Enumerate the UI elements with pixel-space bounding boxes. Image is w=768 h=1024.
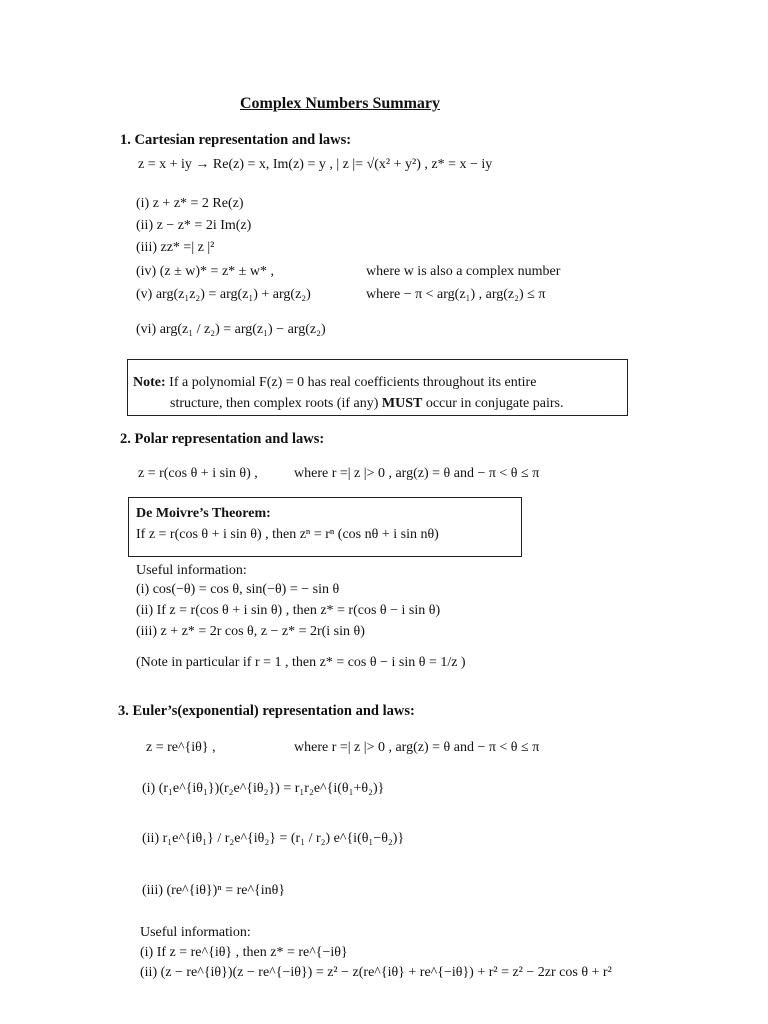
polar-useful-3: (iii) z + z* = 2r cos θ, z − z* = 2r(i sin θ)	[136, 624, 365, 639]
page-title: Complex Numbers Summary	[240, 95, 440, 112]
note-text-1: If a polynomial F(z) = 0 has real coefficients throughout its entire	[169, 375, 537, 390]
section-1-heading: 1. Cartesian representation and laws:	[120, 132, 352, 148]
cartesian-law-3: (iii) zz* =| z |²	[136, 240, 215, 255]
euler-definition-note: where r =| z |> 0 , arg(z) = θ and − π < θ ≤ π	[294, 740, 540, 755]
euler-definition: z = re^{iθ} ,	[146, 740, 216, 755]
euler-law-2: (ii) r₁e^{iθ₁} / r₂e^{iθ₂} = (r₁ / r₂) e^{i(θ₁−θ₂)}	[142, 831, 405, 846]
cartesian-law-5: (v) arg(z₁z₂) = arg(z₁) + arg(z₂)	[136, 287, 311, 302]
note-line-1	[133, 376, 536, 390]
euler-useful-heading: Useful information:	[140, 925, 251, 940]
polar-definition: z = r(cos θ + i sin θ) ,	[138, 466, 258, 481]
note-emphasis: MUST	[381, 396, 423, 411]
cartesian-law-2: (ii) z − z* = 2i Im(z)	[136, 218, 252, 233]
polar-useful-2: (ii) If z = r(cos θ + i sin θ) , then z* = r(cos θ − i sin θ)	[136, 603, 441, 618]
demoivre-title: De Moivre’s Theorem:	[136, 506, 271, 521]
cartesian-law-1: (i) z + z* = 2 Re(z)	[136, 196, 244, 211]
note-text-2a: structure, then complex roots (if any)	[170, 396, 382, 411]
cartesian-law-4: (iv) (z ± w)* = z* ± w* ,	[136, 264, 274, 279]
cartesian-definition: z = x + iy → Re(z) = x, Im(z) = y , | z |= √(x² + y²) , z* = x − iy	[138, 157, 493, 172]
law-4-note: where w is also a complex number	[366, 264, 561, 279]
law-5-note: where − π < arg(z₁) , arg(z₂) ≤ π	[366, 287, 546, 302]
note-text-2b: occur in conjugate pairs.	[422, 396, 564, 411]
polar-useful-4: (Note in particular if r = 1 , then z* = cos θ − i sin θ = 1/z )	[136, 655, 466, 670]
euler-useful-2: (ii) (z − re^{iθ})(z − re^{−iθ}) = z² − z(re^{iθ} + re^{−iθ}) + r² = z² − 2zr cos θ + r²	[140, 965, 612, 980]
euler-law-3: (iii) (re^{iθ})ⁿ = re^{inθ}	[142, 883, 286, 898]
polar-definition-note: where r =| z |> 0 , arg(z) = θ and − π < θ ≤ π	[294, 466, 540, 481]
section-2-heading: 2. Polar representation and laws:	[120, 431, 325, 447]
demoivre-box	[128, 497, 522, 557]
note-box	[127, 359, 628, 416]
note-line-2	[170, 397, 563, 411]
section-3-heading: 3. Euler’s(exponential) representation and laws:	[118, 703, 415, 719]
demoivre-statement: If z = r(cos θ + i sin θ) , then zⁿ = rⁿ (cos nθ + i sin nθ)	[136, 527, 439, 542]
note-label: Note:	[133, 375, 166, 390]
euler-law-1: (i) (r₁e^{iθ₁})(r₂e^{iθ₂}) = r₁r₂e^{i(θ₁+θ₂)}	[142, 781, 385, 796]
polar-useful-heading: Useful information:	[136, 563, 247, 578]
euler-useful-1: (i) If z = re^{iθ} , then z* = re^{−iθ}	[140, 945, 348, 960]
polar-useful-1: (i) cos(−θ) = cos θ, sin(−θ) = − sin θ	[136, 582, 340, 597]
cartesian-law-6: (vi) arg(z₁ / z₂) = arg(z₁) − arg(z₂)	[136, 322, 326, 337]
